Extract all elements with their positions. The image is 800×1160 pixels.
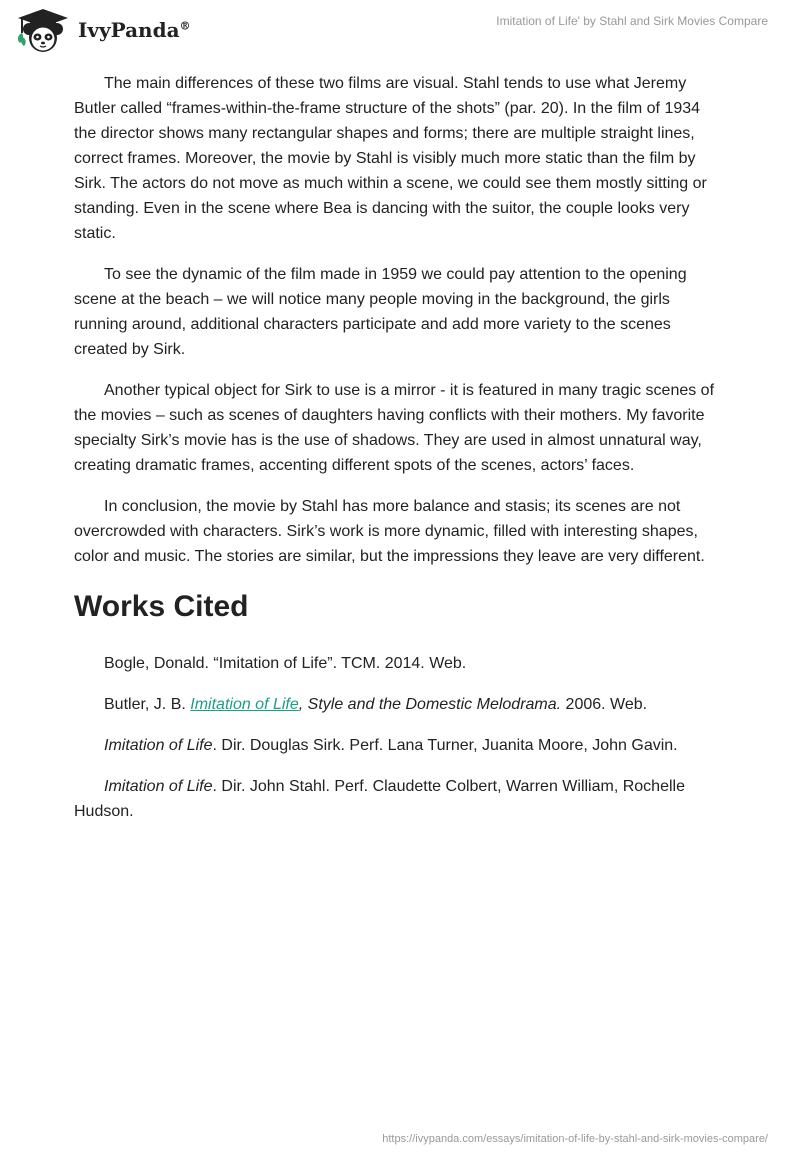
citation-text: 2006. Web. bbox=[561, 696, 648, 713]
citation-text: . Dir. John Stahl. Perf. Claudette Colbert, Warren William, Rochelle Hudson. bbox=[74, 778, 685, 820]
paragraph: To see the dynamic of the film made in 1959 we could pay attention to the opening scene at the beach – we will notice many people moving in the background, the girls running around, additional characters participate and add more variety to the scenes created by Sirk. bbox=[74, 266, 687, 358]
works-cited-heading: Works Cited bbox=[74, 590, 249, 623]
citation-entry bbox=[74, 774, 724, 824]
essay-body bbox=[74, 71, 724, 840]
citation-entry bbox=[74, 692, 724, 717]
source-url[interactable]: https://ivypanda.com/essays/imitation-of-life-by-stahl-and-sirk-movies-compare/ bbox=[382, 1133, 768, 1145]
citation-title: Imitation of Life bbox=[104, 737, 213, 754]
citation-text: Butler, J. B. bbox=[104, 696, 191, 713]
page-header bbox=[0, 0, 800, 60]
citation-title: Imitation of Life bbox=[104, 778, 213, 795]
citation-entry: Bogle, Donald. “Imitation of Life”. TCM. 2014. Web. bbox=[104, 655, 467, 672]
panda-mascot-icon bbox=[14, 7, 72, 53]
brand-name: IvyPanda® bbox=[78, 18, 191, 42]
citation-link[interactable]: Imitation of Life bbox=[190, 696, 299, 713]
brand-logo[interactable] bbox=[14, 7, 191, 53]
paragraph: Another typical object for Sirk to use is a mirror - it is featured in many tragic scenes of the movies – such as scenes of daughters having conflicts with their mothers. My favorite specialty Sirk’s movie has is the use of shadows. They are used in almost unnatural way, creating dramatic frames, accenting different spots of the scenes, actors’ faces. bbox=[74, 382, 715, 474]
document-title: Imitation of Life' by Stahl and Sirk Movies Compare bbox=[496, 14, 768, 28]
paragraph: The main differences of these two films are visual. Stahl tends to use what Jeremy Butler called “frames-within-the-frame structure of the shots” (par. 20). In the film of 1934 the director shows many rectangular shapes and forms; there are multiple straight lines, correct frames. Moreover, the movie by Stahl is visibly much more static than the film by Sirk. The actors do not move as much within a scene, we could see them mostly sitting or standing. Even in the scene where Bea is dancing with the suitor, the couple looks very static. bbox=[74, 75, 707, 242]
paragraph: In conclusion, the movie by Stahl has more balance and stasis; its scenes are not overcrowded with characters. Sirk’s work is more dynamic, filled with interesting shapes, color and music. The stories are similar, but the impressions they leave are very different. bbox=[74, 498, 705, 565]
citation-text: . Dir. Douglas Sirk. Perf. Lana Turner, Juanita Moore, John Gavin. bbox=[212, 737, 678, 754]
citation-entry bbox=[74, 733, 724, 758]
citation-title: , Style and the Domestic Melodrama. bbox=[298, 696, 562, 713]
